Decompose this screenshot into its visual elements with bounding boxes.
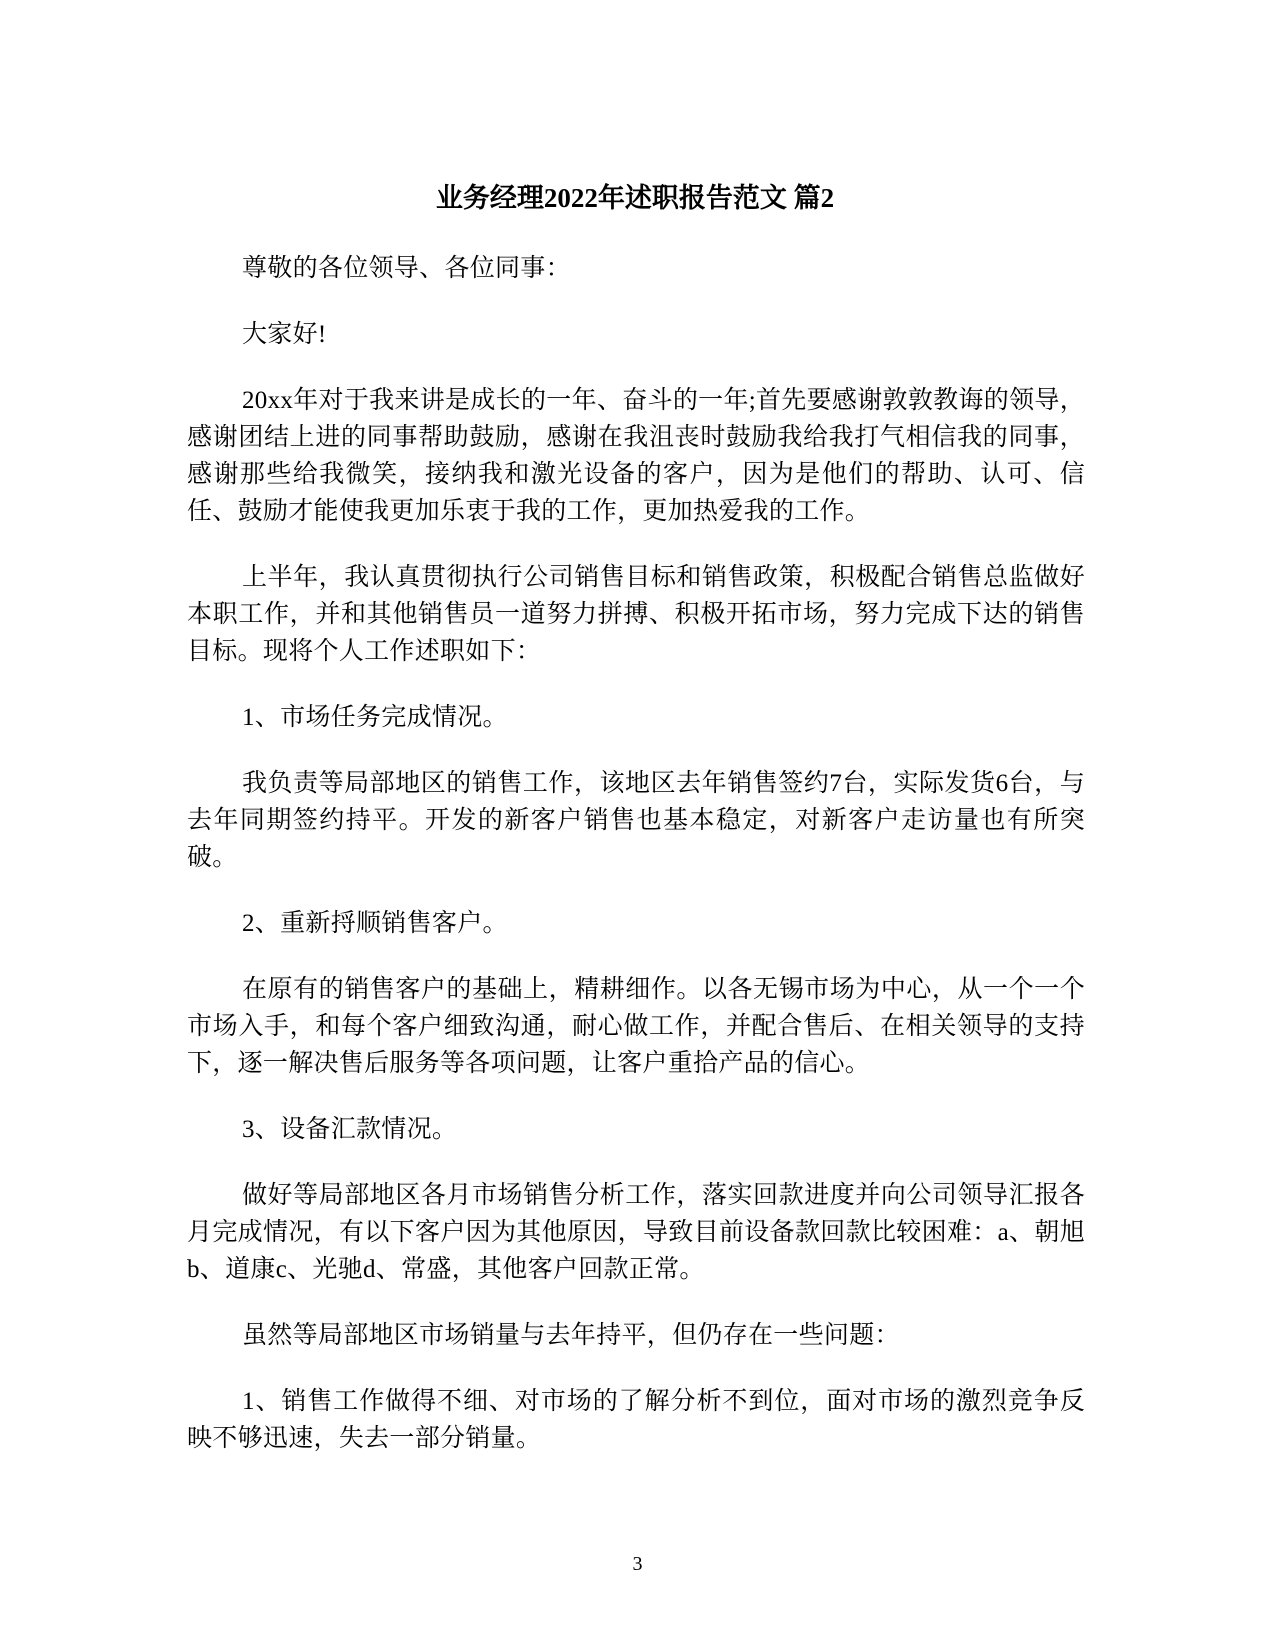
page-number: 3: [632, 1553, 643, 1575]
paragraph-salutation: 尊敬的各位领导、各位同事：: [242, 255, 571, 282]
paragraph-heading-3: 3、设备汇款情况。: [242, 1116, 458, 1143]
paragraph-gratitude: 20xx年对于我来讲是成长的一年、奋斗的一年;首先要感谢敦敦教诲的领导，感谢团结上进的同事帮助鼓励，感谢在我沮丧时鼓励我给我打气相信我的同事，感谢那些给我微笑，接纳我和激光设备的客户，因为是他们的帮助、认可、信任、鼓励才能使我更加乐衷于我的工作，更加热爱我的工作。: [187, 387, 1085, 525]
paragraph-customers: 在原有的销售客户的基础上，精耕细作。以各无锡市场为中心，从一个一个市场入手，和每个客户细致沟通，耐心做工作，并配合售后、在相关领导的支持下，逐一解决售后服务等各项问题，让客户重拾产品的信心。: [187, 976, 1085, 1077]
paragraph-heading-1: 1、市场任务完成情况。: [242, 704, 508, 731]
paragraph-problems-intro: 虽然等局部地区市场销量与去年持平，但仍存在一些问题：: [242, 1322, 900, 1349]
paragraph-payments: 做好等局部地区各月市场销售分析工作，落实回款进度并向公司领导汇报各月完成情况，有以下客户因为其他原因，导致目前设备款回款比较困难：a、朝旭b、道康c、光驰d、常盛，其他客户回款正常。: [187, 1182, 1085, 1283]
paragraph-problem-1: 1、销售工作做得不细、对市场的了解分析不到位，面对市场的激烈竞争反映不够迅速，失去一部分销量。: [187, 1388, 1085, 1452]
document-body: [187, 250, 1085, 1486]
paragraph-market-tasks: 我负责等局部地区的销售工作，该地区去年销售签约7台，实际发货6台，与去年同期签约持平。开发的新客户销售也基本稳定，对新客户走访量也有所突破。: [187, 770, 1085, 871]
paragraph-heading-2: 2、重新捋顺销售客户。: [242, 910, 508, 937]
paragraph-greeting: 大家好!: [242, 321, 327, 348]
paragraph-overview: 上半年，我认真贯彻执行公司销售目标和销售政策，积极配合销售总监做好本职工作，并和其他销售员一道努力拼搏、积极开拓市场，努力完成下达的销售目标。现将个人工作述职如下：: [187, 564, 1085, 665]
document-title: 业务经理2022年述职报告范文 篇2: [435, 183, 835, 213]
